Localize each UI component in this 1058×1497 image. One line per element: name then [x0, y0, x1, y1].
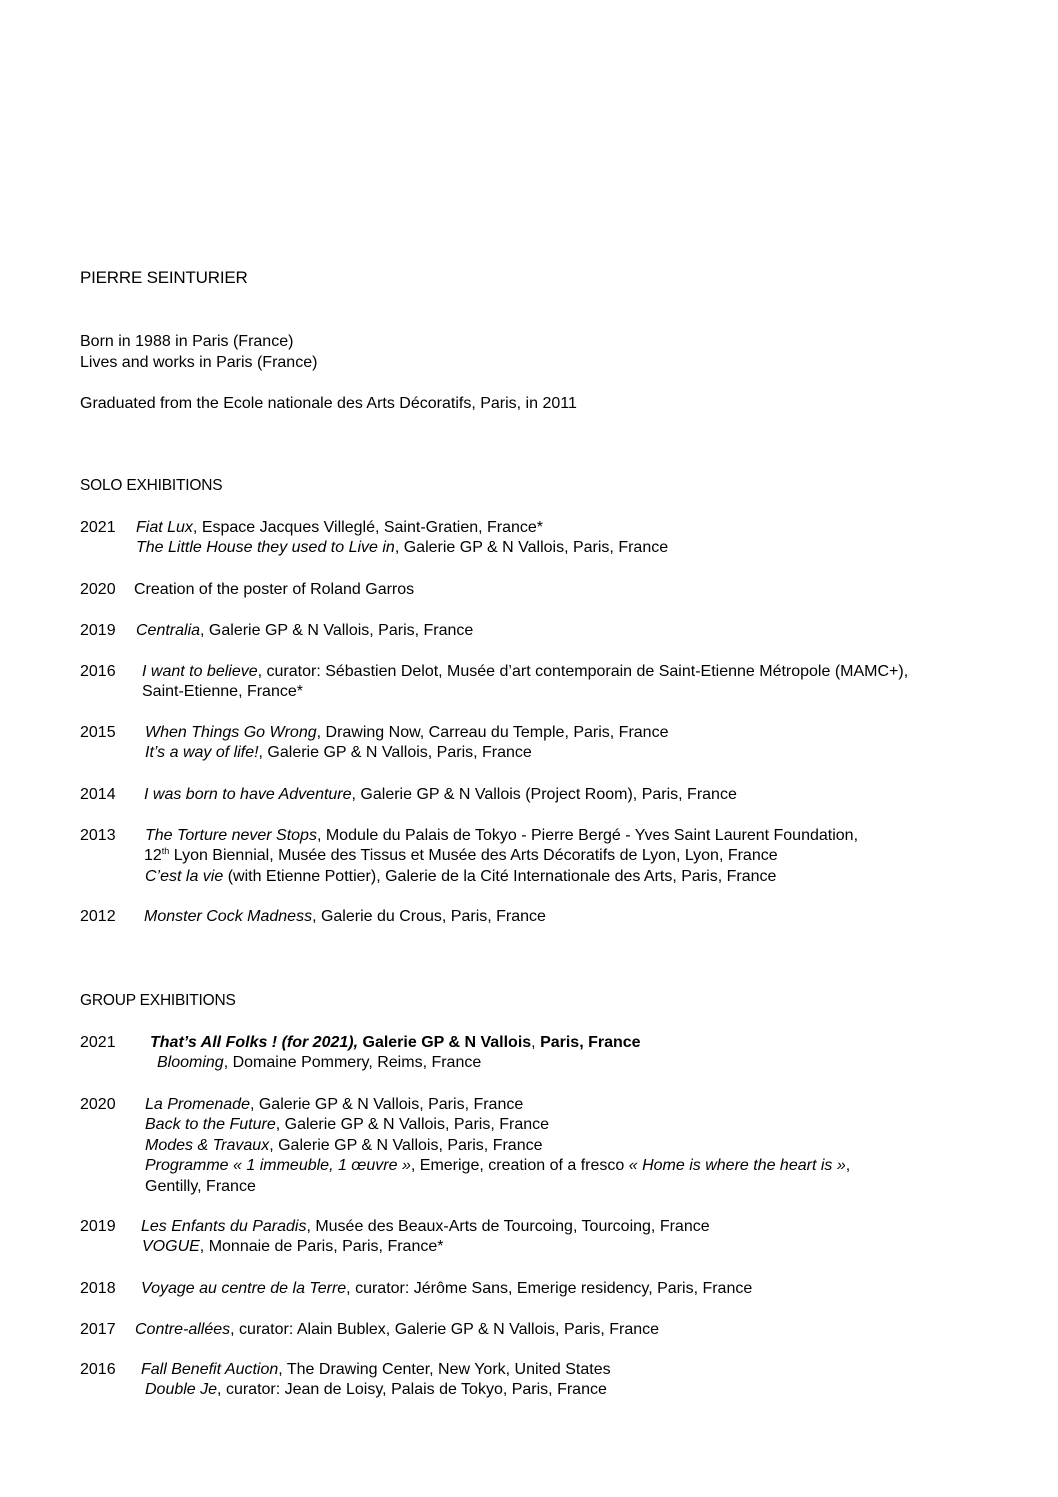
entry-line: Blooming, Domaine Pommery, Reims, France — [157, 1054, 482, 1072]
entry-year: 2016 — [80, 1361, 116, 1378]
solo-entry-2020 — [80, 580, 1040, 600]
entry-line: Monster Cock Madness, Galerie du Crous, Paris, France — [144, 908, 546, 925]
entry-line: I was born to have Adventure, Galerie GP & N Vallois (Project Room), Paris, France — [144, 786, 737, 803]
birth-info: Born in 1988 in Paris (France) — [80, 333, 294, 350]
residence-info: Lives and works in Paris (France) — [80, 354, 318, 371]
entry-line: VOGUE, Monnaie de Paris, Paris, France* — [142, 1238, 444, 1256]
entry-year: 2015 — [80, 724, 116, 741]
entry-line: Programme « 1 immeuble, 1 œuvre », Emerige, creation of a fresco « Home is where the heart is », — [145, 1157, 851, 1175]
group-entry-2019 — [80, 1217, 1040, 1258]
entry-line: It’s a way of life!, Galerie GP & N Vallois, Paris, France — [145, 744, 532, 762]
entry-year: 2021 — [80, 1034, 116, 1051]
entry-line: Saint-Etienne, France* — [142, 683, 303, 701]
entry-line: The Little House they used to Live in, Galerie GP & N Vallois, Paris, France — [136, 539, 669, 557]
group-entry-2020 — [80, 1095, 1040, 1197]
entry-line: Les Enfants du Paradis, Musée des Beaux-Arts de Tourcoing, Tourcoing, France — [141, 1218, 710, 1235]
entry-line: Voyage au centre de la Terre, curator: Jérôme Sans, Emerige residency, Paris, France — [141, 1280, 753, 1297]
entry-line: Contre-allées, curator: Alain Bublex, Galerie GP & N Vallois, Paris, France — [135, 1321, 660, 1338]
solo-entry-2012 — [80, 907, 1040, 927]
group-exhibitions-heading: GROUP EXHIBITIONS — [80, 992, 236, 1009]
group-entry-2021 — [80, 1033, 1040, 1074]
entry-line: 12th Lyon Biennial, Musée des Tissus et Musée des Arts Décoratifs de Lyon, Lyon, France — [144, 846, 778, 865]
solo-exhibitions-heading: SOLO EXHIBITIONS — [80, 477, 223, 494]
entry-line: Back to the Future, Galerie GP & N Vallois, Paris, France — [145, 1116, 550, 1134]
entry-year: 2019 — [80, 1218, 116, 1235]
solo-entry-2014 — [80, 785, 1040, 805]
solo-entry-2019 — [80, 621, 1040, 641]
entry-year: 2013 — [80, 827, 116, 844]
entry-year: 2020 — [80, 1096, 116, 1113]
entry-year: 2018 — [80, 1280, 116, 1297]
entry-line: The Torture never Stops, Module du Palais de Tokyo - Pierre Bergé - Yves Saint Laurent Foundation, — [145, 827, 859, 844]
entry-line: Fiat Lux, Espace Jacques Villeglé, Saint-Gratien, France* — [136, 519, 544, 536]
entry-line: That’s All Folks ! (for 2021), Galerie GP & N Vallois, Paris, France — [150, 1034, 641, 1051]
entry-line: Centralia, Galerie GP & N Vallois, Paris, France — [136, 622, 474, 639]
entry-year: 2014 — [80, 786, 116, 803]
entry-year: 2017 — [80, 1321, 116, 1338]
entry-line: Fall Benefit Auction, The Drawing Center, New York, United States — [141, 1361, 611, 1378]
group-entry-2017 — [80, 1320, 1040, 1340]
entry-line: Modes & Travaux, Galerie GP & N Vallois, Paris, France — [145, 1136, 543, 1154]
entry-line: Double Je, curator: Jean de Loisy, Palais de Tokyo, Paris, France — [145, 1381, 607, 1399]
entry-year: 2012 — [80, 908, 116, 925]
entry-line: Creation of the poster of Roland Garros — [134, 581, 415, 598]
solo-entry-2013 — [80, 826, 1040, 887]
solo-entry-2015 — [80, 723, 1040, 764]
entry-year: 2021 — [80, 519, 116, 536]
artist-name: PIERRE SEINTURIER — [80, 268, 248, 287]
entry-line: C’est la vie (with Etienne Pottier), Galerie de la Cité Internationale des Arts, Paris, France — [145, 867, 777, 885]
solo-entry-2021 — [80, 518, 1040, 559]
entry-year: 2019 — [80, 622, 116, 639]
entry-year: 2016 — [80, 663, 116, 680]
education-info: Graduated from the Ecole nationale des Arts Décoratifs, Paris, in 2011 — [80, 395, 577, 412]
entry-year: 2020 — [80, 581, 116, 598]
group-entry-2018 — [80, 1279, 1040, 1299]
solo-entry-2016 — [80, 662, 1040, 703]
entry-line: When Things Go Wrong, Drawing Now, Carreau du Temple, Paris, France — [145, 724, 669, 741]
entry-line: Gentilly, France — [145, 1177, 256, 1195]
entry-line: I want to believe, curator: Sébastien Delot, Musée d’art contemporain de Saint-Etienne Métropole (MAMC+), — [142, 663, 909, 680]
group-entry-2016 — [80, 1360, 1040, 1401]
entry-line: La Promenade, Galerie GP & N Vallois, Paris, France — [145, 1096, 524, 1113]
